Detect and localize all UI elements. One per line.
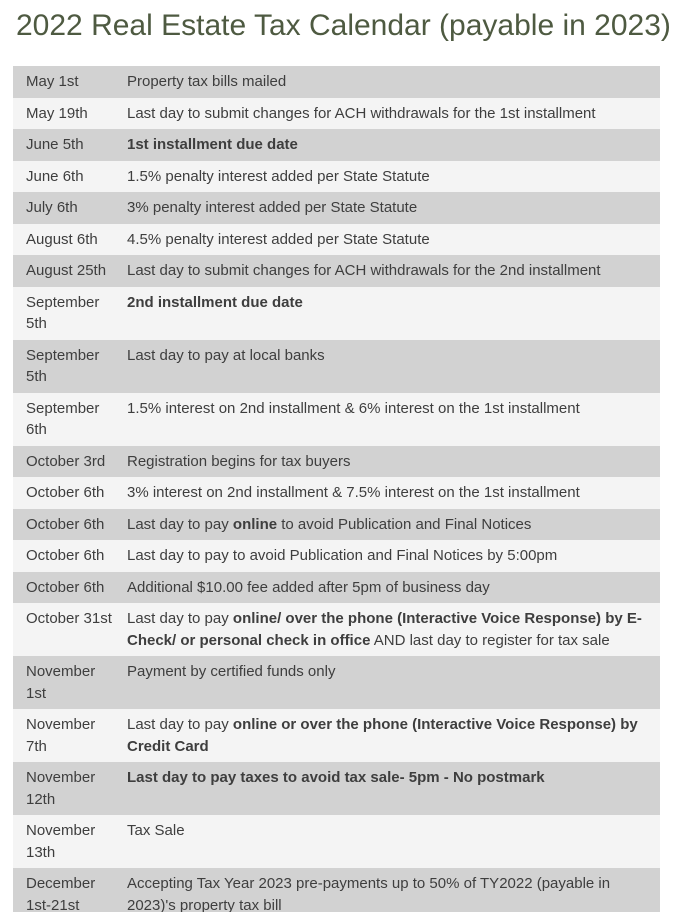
calendar-row	[13, 446, 660, 478]
description-text: Last day to pay at local banks	[127, 346, 325, 364]
date-text: October 6th	[26, 484, 105, 501]
date-cell	[13, 767, 127, 810]
date-cell	[13, 229, 127, 251]
description-cell	[127, 514, 660, 536]
description-text: Registration begins for tax buyers	[127, 452, 351, 470]
calendar-row	[13, 192, 660, 224]
description-text: Last day to pay taxes to avoid tax sale- 5pm - No postmark	[127, 769, 545, 786]
calendar-row	[13, 815, 660, 868]
date-cell	[13, 661, 127, 704]
date-text: August 25th	[26, 262, 107, 279]
description-cell	[127, 229, 660, 251]
date-text: November	[26, 822, 96, 839]
description-text: online or over the phone (Interactive Voice Response) by Credit Card	[127, 716, 638, 755]
calendar-row	[13, 656, 660, 709]
description-cell	[127, 398, 660, 441]
description-text: AND last day to register for tax sale	[370, 631, 610, 649]
description-text: Accepting Tax Year 2023 pre-payments up to 50% of TY2022 (payable in 2023)'s property tax bill	[127, 875, 611, 912]
date-text: 12th	[26, 790, 56, 808]
date-text: May 19th	[26, 104, 88, 122]
date-cell	[13, 514, 127, 536]
date-text: July 6th	[26, 199, 78, 216]
date-text: 6th	[26, 421, 47, 438]
calendar-row	[13, 603, 660, 656]
date-text: 5th	[26, 368, 47, 385]
description-text: Payment by certified funds only	[127, 663, 336, 680]
date-cell	[13, 545, 127, 567]
date-text: September	[26, 399, 100, 417]
description-cell	[127, 197, 660, 219]
calendar-row	[13, 477, 660, 509]
description-text: Last day to pay	[127, 515, 233, 533]
date-cell	[13, 292, 127, 335]
description-text: 3% interest on 2nd installment & 7.5% interest on the 1st installment	[127, 484, 580, 501]
description-cell	[127, 873, 660, 912]
description-text: Last day to submit changes for ACH withdrawals for the 2nd installment	[127, 262, 601, 279]
date-text: September	[26, 346, 100, 364]
description-cell	[127, 451, 660, 473]
date-text: September	[26, 293, 100, 311]
date-text: November	[26, 769, 96, 786]
calendar-row	[13, 509, 660, 541]
description-text: Last day to pay to avoid Publication and Final Notices by 5:00pm	[127, 547, 558, 564]
description-cell	[127, 134, 660, 156]
date-text: October 6th	[26, 547, 105, 564]
description-cell	[127, 103, 660, 125]
date-text: October 31st	[26, 610, 112, 627]
date-cell	[13, 71, 127, 93]
calendar-row	[13, 129, 660, 161]
date-cell	[13, 714, 127, 757]
date-cell	[13, 260, 127, 282]
tax-calendar-table	[13, 66, 660, 912]
description-cell	[127, 166, 660, 188]
calendar-row	[13, 868, 660, 912]
description-text: 3% penalty interest added per State Statute	[127, 199, 418, 216]
description-text: to avoid Publication and Final Notices	[277, 515, 532, 533]
date-text: 13th	[26, 843, 56, 861]
calendar-row	[13, 224, 660, 256]
calendar-row	[13, 66, 660, 98]
description-cell	[127, 545, 660, 567]
description-cell	[127, 260, 660, 282]
date-cell	[13, 873, 127, 912]
description-cell	[127, 820, 660, 863]
date-cell	[13, 197, 127, 219]
date-cell	[13, 398, 127, 441]
date-text: 5th	[26, 315, 47, 332]
description-text: online/ over the phone (Interactive Voice Response) by E-Check/ or personal check in office	[127, 610, 642, 649]
calendar-row	[13, 393, 660, 446]
description-text: Last day to pay	[127, 610, 233, 627]
date-cell	[13, 134, 127, 156]
calendar-row	[13, 709, 660, 762]
description-cell	[127, 577, 660, 599]
description-text: 1.5% interest on 2nd installment & 6% interest on the 1st installment	[127, 399, 580, 417]
date-text: 1st-21st	[26, 896, 80, 912]
description-text: Tax Sale	[127, 822, 185, 839]
date-text: August 6th	[26, 230, 98, 248]
calendar-row	[13, 540, 660, 572]
date-cell	[13, 103, 127, 125]
description-cell	[127, 482, 660, 504]
description-cell	[127, 345, 660, 388]
calendar-row	[13, 340, 660, 393]
date-cell	[13, 345, 127, 388]
description-cell	[127, 661, 660, 704]
description-cell	[127, 714, 660, 757]
description-text: Last day to pay	[127, 716, 233, 733]
date-cell	[13, 482, 127, 504]
description-text: 2nd installment due date	[127, 293, 303, 311]
date-text: November 1st	[26, 663, 96, 702]
description-text: Last day to submit changes for ACH withdrawals for the 1st installment	[127, 104, 596, 122]
date-cell	[13, 820, 127, 863]
description-text: 1.5% penalty interest added per State Statute	[127, 167, 430, 185]
calendar-row	[13, 572, 660, 604]
date-text: October 6th	[26, 578, 105, 596]
calendar-row	[13, 762, 660, 815]
date-text: December	[26, 875, 96, 892]
date-cell	[13, 608, 127, 651]
page-title: 2022 Real Estate Tax Calendar (payable in 2023)	[16, 9, 671, 42]
date-text: June 5th	[26, 136, 84, 153]
date-text: November 7th	[26, 716, 96, 755]
date-text: June 6th	[26, 167, 84, 185]
description-cell	[127, 608, 660, 651]
description-text: 1st installment due date	[127, 136, 298, 153]
description-cell	[127, 767, 660, 810]
description-text: 4.5% penalty interest added per State Statute	[127, 230, 430, 248]
calendar-row	[13, 255, 660, 287]
calendar-row	[13, 98, 660, 130]
date-text: May 1st	[26, 73, 79, 90]
date-cell	[13, 451, 127, 473]
date-text: October 6th	[26, 515, 105, 533]
description-cell	[127, 71, 660, 93]
description-text: Additional $10.00 fee added after 5pm of business day	[127, 578, 490, 596]
description-cell	[127, 292, 660, 335]
calendar-row	[13, 161, 660, 193]
description-text: online	[232, 515, 278, 533]
date-text: October 3rd	[26, 452, 106, 470]
date-cell	[13, 577, 127, 599]
calendar-row	[13, 287, 660, 340]
date-cell	[13, 166, 127, 188]
description-text: Property tax bills mailed	[127, 73, 287, 90]
